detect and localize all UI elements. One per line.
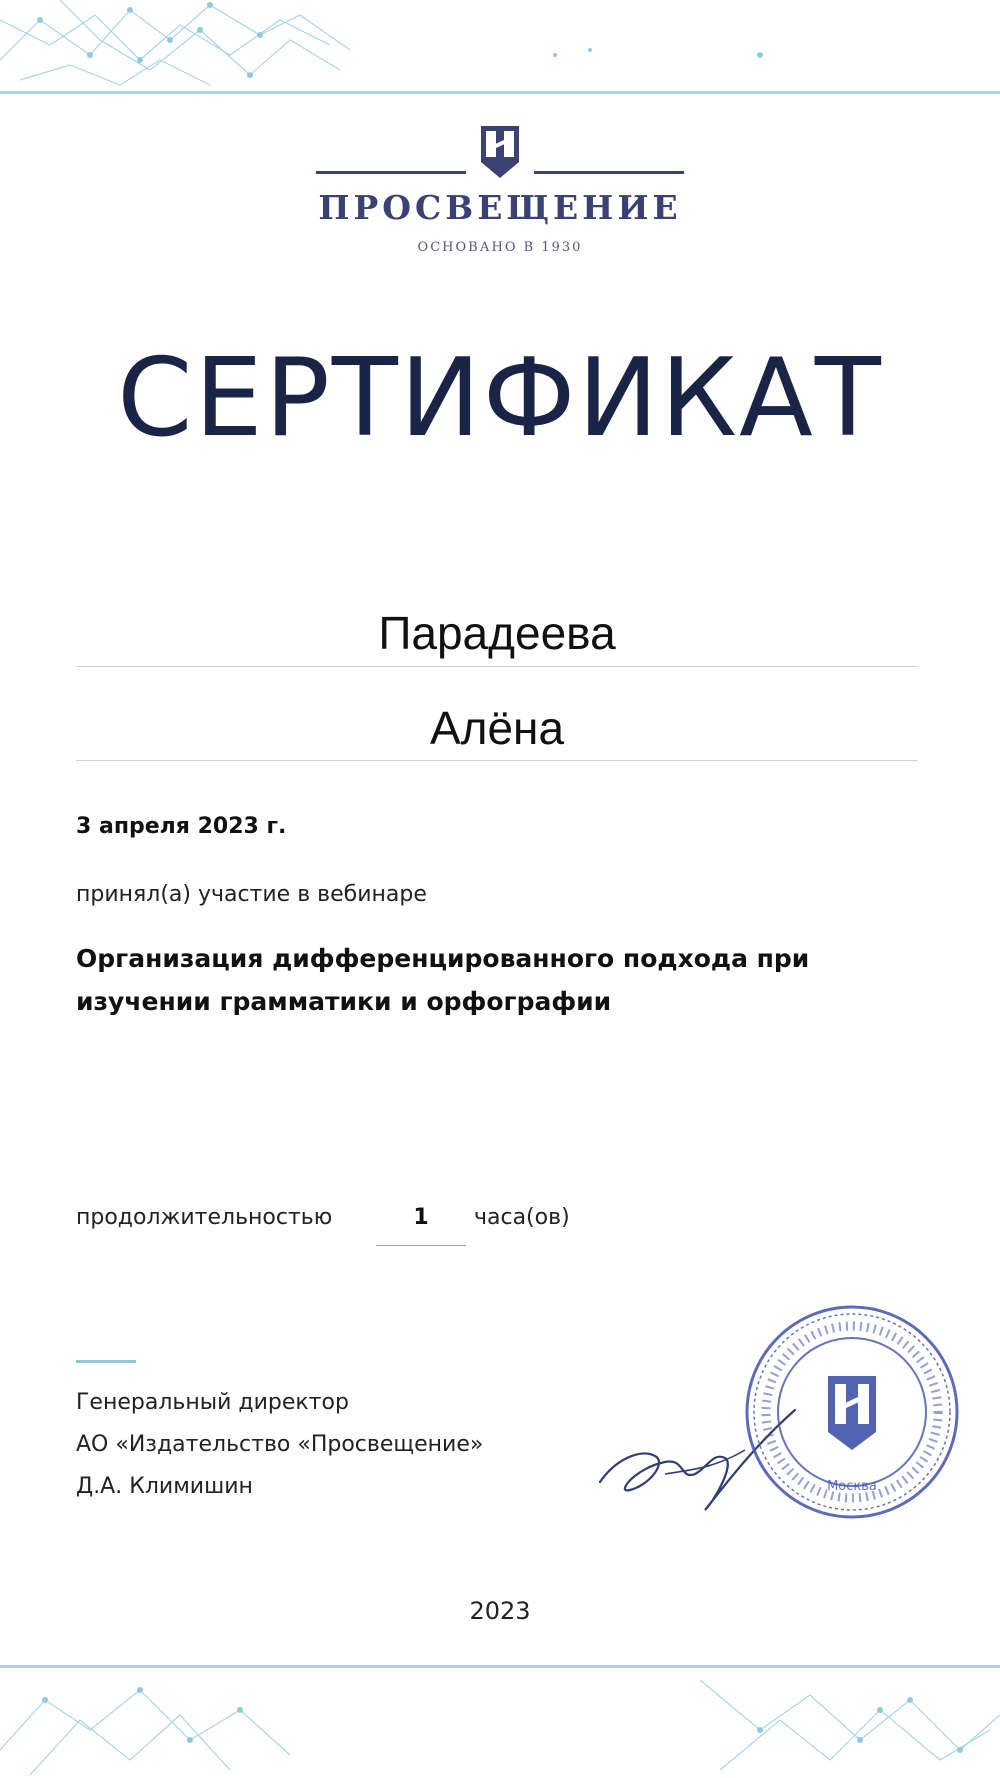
webinar-title-line-2: изучении грамматики и орфографии bbox=[76, 987, 612, 1016]
webinar-title bbox=[76, 937, 936, 1023]
webinar-title-line-1: Организация дифференцированного подхода при bbox=[76, 944, 810, 973]
signatory-organization: АО «Издательство «Просвещение» bbox=[76, 1432, 484, 1457]
event-date: 3 апреля 2023 г. bbox=[76, 814, 287, 839]
duration-value: 1 bbox=[413, 1205, 429, 1230]
publisher-name: ПРОСВЕЩЕНИЕ bbox=[318, 188, 682, 227]
top-network-decoration bbox=[0, 0, 1000, 100]
official-stamp bbox=[740, 1300, 965, 1525]
signatory-accent-bar bbox=[76, 1360, 136, 1363]
surname-underline bbox=[76, 666, 918, 667]
certificate-title: СЕРТИФИКАТ bbox=[117, 336, 883, 461]
signatory-name: Д.А. Климишин bbox=[76, 1474, 253, 1499]
duration-unit: часа(ов) bbox=[474, 1205, 570, 1230]
recipient-first-name: Алёна bbox=[429, 702, 565, 754]
recipient-surname: Парадеева bbox=[378, 607, 616, 659]
participation-text: принял(а) участие в вебинаре bbox=[76, 882, 427, 907]
duration-underline bbox=[376, 1245, 466, 1246]
bottom-network-decoration bbox=[0, 1660, 1000, 1778]
footer-year: 2023 bbox=[469, 1597, 531, 1625]
signatory-position: Генеральный директор bbox=[76, 1390, 349, 1415]
stamp-city: Москва bbox=[827, 1479, 877, 1494]
publisher-logo-emblem bbox=[310, 122, 690, 182]
duration-label: продолжительностью bbox=[76, 1205, 333, 1230]
first-name-underline bbox=[76, 760, 918, 761]
publisher-founded: ОСНОВАНО В 1930 bbox=[417, 240, 583, 255]
